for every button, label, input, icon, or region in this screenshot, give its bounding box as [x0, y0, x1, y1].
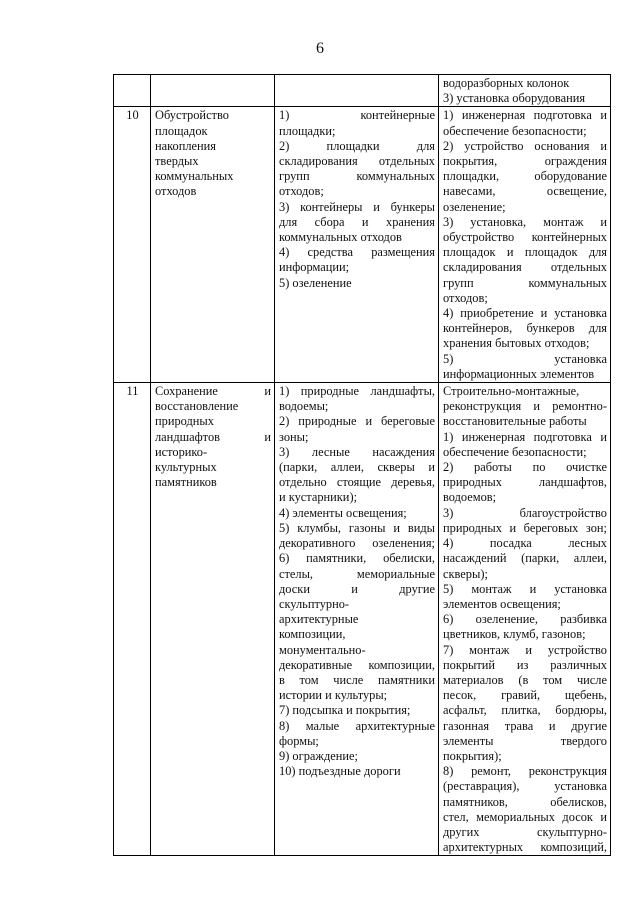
- cell-text-line: складирования отдельных: [279, 154, 435, 169]
- cell-text-line: отходов: [155, 184, 197, 199]
- cell-text-line: коммунальных: [155, 169, 234, 184]
- cell-text-line: 6) памятники, обелиски,: [279, 551, 435, 566]
- cell-text-line: и кустарники);: [279, 490, 358, 505]
- cell-text-line: природных: [155, 414, 214, 429]
- cell-text-line: асфальт, плитка, бордюры,: [443, 703, 607, 718]
- cell-text-line: культурных: [155, 460, 217, 475]
- cell-text-line: восстановительные работы: [443, 414, 587, 429]
- cell-text-line: (реставрация), установка: [443, 779, 607, 794]
- cell-text-line: 4) посадка лесных: [443, 536, 607, 551]
- cell-text-line: 1) контейнерные: [279, 108, 435, 123]
- cell-text-line: обеспечение безопасности;: [443, 123, 587, 138]
- cell-text-line: для сбора и хранения: [279, 214, 435, 229]
- cell-text-line: складирования отдельных: [443, 260, 607, 275]
- activity-name-cell: [151, 383, 275, 856]
- cell-text-line: 4) элементы освещения;: [279, 505, 407, 520]
- cell-text-line: 8) ремонт, реконструкция: [443, 764, 607, 779]
- elements-cell: [275, 107, 439, 383]
- cell-text-line: групп коммунальных: [443, 275, 607, 290]
- cell-text-line: 3) установка, монтаж и: [443, 214, 607, 229]
- cell-text-line: ландшафтов и: [155, 429, 271, 444]
- cell-text-line: 5) клумбы, газоны и виды: [279, 520, 435, 535]
- cell-text-line: Сохранение и: [155, 384, 271, 399]
- cell-text-line: 1) инженерная подготовка и: [443, 108, 607, 123]
- works-cell: [439, 107, 611, 383]
- table-row: [114, 383, 611, 856]
- cell-text-line: памятников: [155, 475, 217, 490]
- cell-text-line: коммунальных отходов: [279, 230, 402, 245]
- cell-text-line: композиции,: [279, 627, 346, 642]
- cell-text-line: 4) средства размещения: [279, 245, 435, 260]
- cell-text-line: стелы, мемориальные: [279, 566, 435, 581]
- cell-text-line: отдельно стоящие деревья,: [279, 475, 435, 490]
- cell-text-line: 3) благоустройство: [443, 505, 607, 520]
- cell-text-line: водоразборных колонок: [443, 76, 570, 90]
- cell-text-line: скверы);: [443, 566, 488, 581]
- cell-text-line: зоны;: [279, 429, 309, 444]
- cell-text-line: (парки, аллеи, скверы и: [279, 460, 435, 475]
- cell-text-line: материалов (в том числе: [443, 672, 607, 687]
- cell-text-line: отходов;: [443, 290, 488, 305]
- works-cell: [439, 75, 611, 107]
- cell-text-line: озеленение;: [443, 199, 506, 214]
- cell-text-line: 5) монтаж и установка: [443, 581, 607, 596]
- cell-text-line: декоративные композиции,: [279, 657, 435, 672]
- cell-text-line: историко-: [155, 444, 208, 459]
- cell-text-line: 3) контейнеры и бункеры: [279, 199, 435, 214]
- cell-text-line: доски и другие: [279, 581, 435, 596]
- table-row: [114, 75, 611, 107]
- cell-text-line: 4) приобретение и установка: [443, 306, 607, 321]
- cell-text-line: скульптурно-: [279, 596, 350, 611]
- cell-text-line: монументально-: [279, 642, 366, 657]
- cell-text-line: покрытия);: [443, 748, 502, 763]
- cell-text-line: накопления: [155, 138, 216, 153]
- cell-text-line: 7) подсыпка и покрытия;: [279, 703, 411, 718]
- cell-text-line: 9) ограждение;: [279, 748, 358, 763]
- cell-text-line: отходов;: [279, 184, 324, 199]
- cell-text-line: архитектурные: [279, 612, 359, 627]
- elements-cell: [275, 383, 439, 856]
- cell-text-line: декоративного озеленения;: [279, 536, 435, 551]
- cell-text-line: формы;: [279, 733, 319, 748]
- cell-text-line: контейнеров, бункеров для: [443, 321, 607, 336]
- cell-text-line: стел, мемориальных досок и: [443, 809, 607, 824]
- cell-text-line: 2) устройство основания и: [443, 138, 607, 153]
- cell-text-line: цветников, клумб, газонов;: [443, 627, 586, 642]
- cell-text-line: 2) работы по очистке: [443, 460, 607, 475]
- cell-text-line: твердых: [155, 154, 199, 169]
- cell-text-line: 3) лесные насаждения: [279, 444, 435, 459]
- cell-text-line: в том числе памятники: [279, 672, 435, 687]
- cell-text-line: покрытия, ограждения: [443, 154, 607, 169]
- cell-text-line: информационных элементов: [443, 366, 595, 381]
- cell-text-line: навесами, освещение,: [443, 184, 607, 199]
- cell-text-line: площадки;: [279, 123, 336, 138]
- cell-text-line: площадок: [155, 123, 208, 138]
- cell-text-line: газонная трава и другие: [443, 718, 607, 733]
- cell-text-line: Обустройство: [155, 108, 229, 123]
- cell-text-line: памятников, обелисков,: [443, 794, 607, 809]
- cell-text-line: Строительно-монтажные,: [443, 384, 580, 399]
- cell-text-line: истории и культуры;: [279, 688, 388, 703]
- cell-text-line: 6) озеленение, разбивка: [443, 612, 607, 627]
- cell-text-line: элементов освещения;: [443, 596, 561, 611]
- cell-text-line: 5) установка: [443, 351, 607, 366]
- cell-text-line: хранения бытовых отходов;: [443, 336, 590, 351]
- cell-text-line: групп коммунальных: [279, 169, 435, 184]
- cell-text-line: 5) озеленение: [279, 275, 352, 290]
- page-number: 6: [316, 40, 324, 57]
- row-number-cell: 11: [114, 383, 151, 856]
- cell-text-line: 1) инженерная подготовка и: [443, 429, 607, 444]
- cell-text-line: восстановление: [155, 399, 239, 414]
- cell-text-line: природных ландшафтов,: [443, 475, 607, 490]
- cell-text-line: 1) природные ландшафты,: [279, 384, 435, 399]
- activity-name-cell: [151, 75, 275, 107]
- cell-text-line: архитектурных композиций,: [443, 840, 607, 855]
- cell-text-line: насаждений (парки, аллеи,: [443, 551, 607, 566]
- row-number-cell: 10: [114, 107, 151, 383]
- cell-text-line: обеспечение безопасности;: [443, 444, 587, 459]
- table-row: [114, 107, 611, 383]
- cell-text-line: 2) природные и береговые: [279, 414, 435, 429]
- cell-text-line: песок, гравий, щебень,: [443, 688, 607, 703]
- elements-cell: [275, 75, 439, 107]
- cell-text-line: других скульптурно-: [443, 824, 607, 839]
- cell-text-line: 3) установка оборудования: [443, 91, 586, 106]
- cell-text-line: обустройство контейнерных: [443, 230, 607, 245]
- cell-text-line: 8) малые архитектурные: [279, 718, 435, 733]
- cell-text-line: природных и береговых зон;: [443, 520, 607, 535]
- cell-text-line: 10) подъездные дороги: [279, 764, 401, 779]
- cell-text-line: 7) монтаж и устройство: [443, 642, 607, 657]
- cell-text-line: водоемы;: [279, 399, 329, 414]
- cell-text-line: водоемов;: [443, 490, 497, 505]
- row-number-cell: [114, 75, 151, 107]
- activity-name-cell: [151, 107, 275, 383]
- cell-text-line: 2) площадки для: [279, 138, 435, 153]
- cell-text-line: реконструкция и ремонтно-: [443, 399, 607, 414]
- cell-text-line: площадок и площадок для: [443, 245, 607, 260]
- cell-text-line: информации;: [279, 260, 350, 275]
- cell-text-line: покрытий из различных: [443, 657, 607, 672]
- works-cell: [439, 383, 611, 856]
- cell-text-line: площадки, оборудование: [443, 169, 607, 184]
- measures-table: [113, 74, 611, 856]
- cell-text-line: элементы твердого: [443, 733, 607, 748]
